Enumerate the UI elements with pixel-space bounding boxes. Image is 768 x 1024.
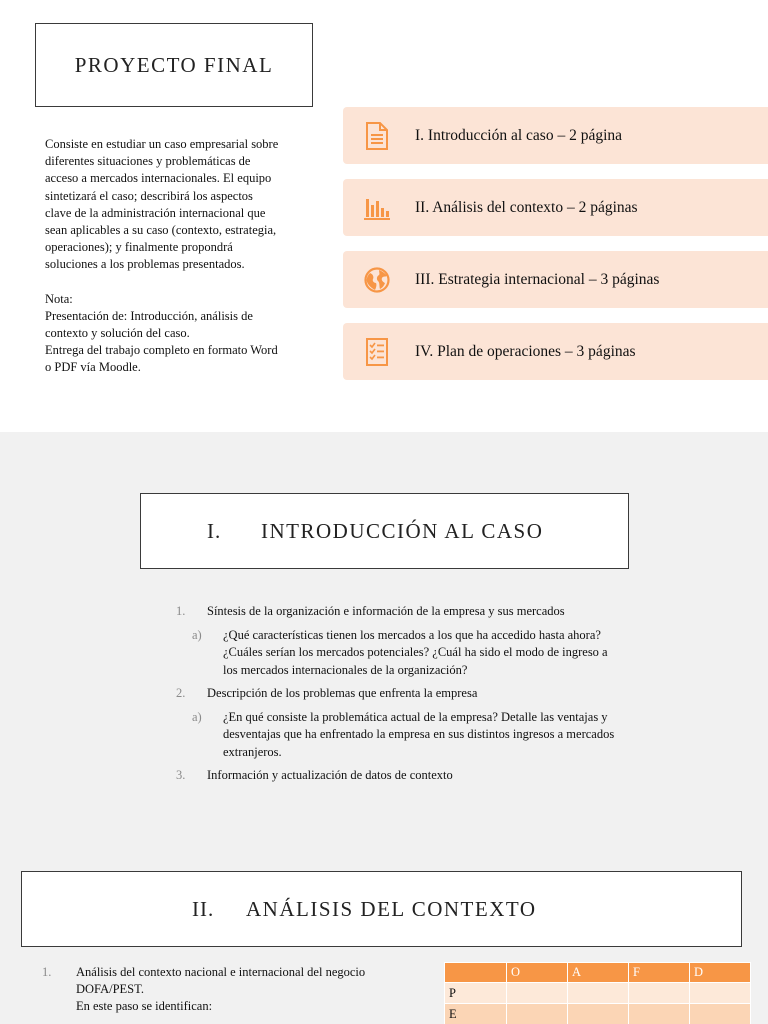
list-text: Análisis del contexto nacional e internacional del negocio	[76, 965, 366, 979]
globe-icon	[363, 264, 391, 296]
note-line: Entrega del trabajo completo en formato Word	[45, 343, 278, 358]
slide-proyecto-final	[0, 0, 768, 432]
list-text: ¿Qué características tienen los mercados a los que ha accedido hasta ahora? ¿Cuáles serían los mercados potenciales? ¿Cuál ha sido el modo de ingreso a los mercados internacionales de la organización?	[223, 627, 608, 677]
description-line: clave de la administración internacional que	[45, 205, 266, 220]
slide-title-box	[140, 493, 629, 569]
list-text: ¿En qué consiste la problemática actual de la empresa? Detalle las ventajas y desventajas que ha enfrentado la empresa en sus distintos ingresos a mercados extranjeros.	[223, 709, 615, 759]
list-letter: a)	[192, 709, 202, 724]
description-line: diferentes situaciones y problemáticas de	[45, 154, 251, 169]
table-cell	[629, 1004, 690, 1024]
list-item	[176, 685, 636, 703]
section-label: II. Análisis del contexto – 2 páginas	[415, 198, 638, 216]
list-letter: a)	[192, 627, 202, 642]
table-cell: E	[445, 1004, 507, 1024]
note-line: contexto y solución del caso.	[45, 326, 190, 341]
description-line: soluciones a los problemas presentados.	[45, 257, 245, 272]
table-header-cell: A	[568, 963, 629, 983]
section-number: I.	[207, 518, 222, 543]
list-number: 1.	[176, 604, 186, 618]
description-line: acceso a mercados internacionales. El equipo	[45, 171, 272, 186]
list-text: DOFA/PEST.	[76, 982, 144, 996]
list-number: 2.	[176, 686, 186, 700]
table-cell	[507, 983, 568, 1004]
list-number: 1.	[42, 965, 52, 979]
analysis-list	[42, 964, 422, 1015]
bar-chart-icon	[363, 192, 391, 224]
checklist-icon	[363, 336, 391, 368]
list-subitem	[192, 709, 636, 762]
dofa-pest-table	[444, 962, 751, 1024]
table-header-cell: O	[507, 963, 568, 983]
slide-title-box	[35, 23, 313, 107]
table-cell	[507, 1004, 568, 1024]
list-item	[42, 964, 422, 1015]
table-cell: P	[445, 983, 507, 1004]
description-line: Consiste en estudiar un caso empresarial sobre	[45, 137, 279, 151]
slide-title-box	[21, 871, 742, 947]
section-label: IV. Plan de operaciones – 3 páginas	[415, 342, 636, 360]
note-line: Presentación de: Introducción, análisis de	[45, 308, 253, 323]
table-header-cell: F	[629, 963, 690, 983]
list-item	[176, 603, 636, 621]
slide-title: INTRODUCCIÓN AL CASO	[261, 518, 544, 543]
list-text: Síntesis de la organización e información de la empresa y sus mercados	[207, 604, 565, 618]
section-card-analisis	[343, 179, 768, 236]
document-icon	[363, 120, 391, 152]
section-number: II.	[192, 896, 215, 921]
outline-list	[176, 603, 636, 791]
description-line: sean aplicables a su caso (contexto, estrategia,	[45, 223, 277, 238]
table-header-cell: D	[690, 963, 751, 983]
section-card-introduccion	[343, 107, 768, 164]
list-text: Descripción de los problemas que enfrenta la empresa	[207, 686, 478, 700]
table-cell	[629, 983, 690, 1004]
list-number: 3.	[176, 768, 186, 782]
description-line: operaciones); y finalmente propondrá	[45, 240, 233, 255]
section-card-estrategia	[343, 251, 768, 308]
table-cell	[690, 1004, 751, 1024]
section-card-operaciones	[343, 323, 768, 380]
slide-introduccion	[0, 432, 768, 864]
section-list	[343, 107, 768, 395]
project-description	[45, 136, 320, 377]
table-header-row	[445, 963, 751, 983]
table-row	[445, 1004, 751, 1024]
list-text: Información y actualización de datos de contexto	[207, 768, 453, 782]
table-row	[445, 983, 751, 1004]
description-line: sintetizará el caso; describirá los aspectos	[45, 188, 253, 203]
note-line: Nota:	[45, 291, 73, 306]
table-cell	[690, 983, 751, 1004]
section-label: I. Introducción al caso – 2 página	[415, 126, 623, 144]
list-text: En este paso se identifican:	[76, 999, 213, 1013]
section-label: III. Estrategia internacional – 3 páginas	[415, 270, 660, 288]
list-item	[176, 767, 636, 785]
table-cell	[568, 983, 629, 1004]
slide-analisis-contexto	[0, 864, 768, 1024]
slide-title: PROYECTO FINAL	[74, 52, 274, 77]
table-cell	[568, 1004, 629, 1024]
note-line: o PDF vía Moodle.	[45, 360, 141, 375]
slide-title: ANÁLISIS DEL CONTEXTO	[246, 896, 537, 921]
list-subitem	[192, 627, 636, 680]
table-header-cell	[445, 963, 507, 983]
